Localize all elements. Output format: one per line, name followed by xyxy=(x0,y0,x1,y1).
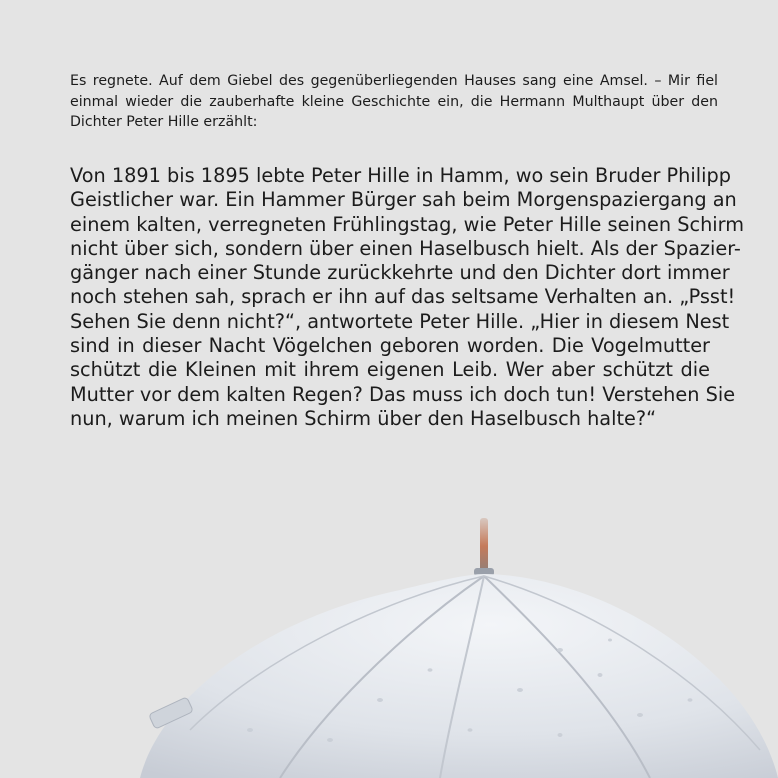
story-line: noch stehen sah, sprach er ihn auf das seltsame Verhalten an. „Psst! xyxy=(70,285,736,309)
story-line: einem kalten, verregneten Frühlingstag, wie Peter Hille seinen Schirm xyxy=(70,212,745,236)
intro-line: einmal wieder die zauberhafte kleine Geschichte ein, die Hermann Multhaupt über den xyxy=(70,93,718,110)
story-line: schützt die Kleinen mit ihrem eigenen Leib. Wer aber schützt die xyxy=(70,358,710,382)
story-line: Geistlicher war. Ein Hammer Bürger sah beim Morgenspaziergang an xyxy=(70,188,737,212)
umbrella-canopy xyxy=(140,574,778,778)
story-line: gänger nach einer Stunde zurückkehrte und den Dichter dort immer xyxy=(70,261,730,285)
intro-line: Es regnete. Auf dem Giebel des gegenüberliegenden Hauses sang eine Amsel. – Mir fiel xyxy=(70,73,718,89)
intro-line: Dichter Peter Hille erzählt: xyxy=(70,114,258,130)
story-line: nicht über sich, sondern über einen Haselbusch hielt. Als der Spazier- xyxy=(70,236,741,260)
intro-paragraph xyxy=(70,71,718,133)
story-line: Mutter vor dem kalten Regen? Das muss ich doch tun! Verstehen Sie xyxy=(70,382,736,406)
umbrella-icon xyxy=(0,500,778,778)
story-line: sind in dieser Nacht Vögelchen geboren worden. Die Vogelmutter xyxy=(70,334,710,358)
umbrella-tip xyxy=(480,518,488,574)
story-paragraph xyxy=(70,164,745,431)
story-line: nun, warum ich meinen Schirm über den Haselbusch halte?“ xyxy=(70,406,657,430)
story-line: Von 1891 bis 1895 lebte Peter Hille in Hamm, wo sein Bruder Philipp xyxy=(70,164,731,187)
story-line: Sehen Sie denn nicht?“, antwortete Peter Hille. „Hier in diesem Nest xyxy=(70,309,730,333)
